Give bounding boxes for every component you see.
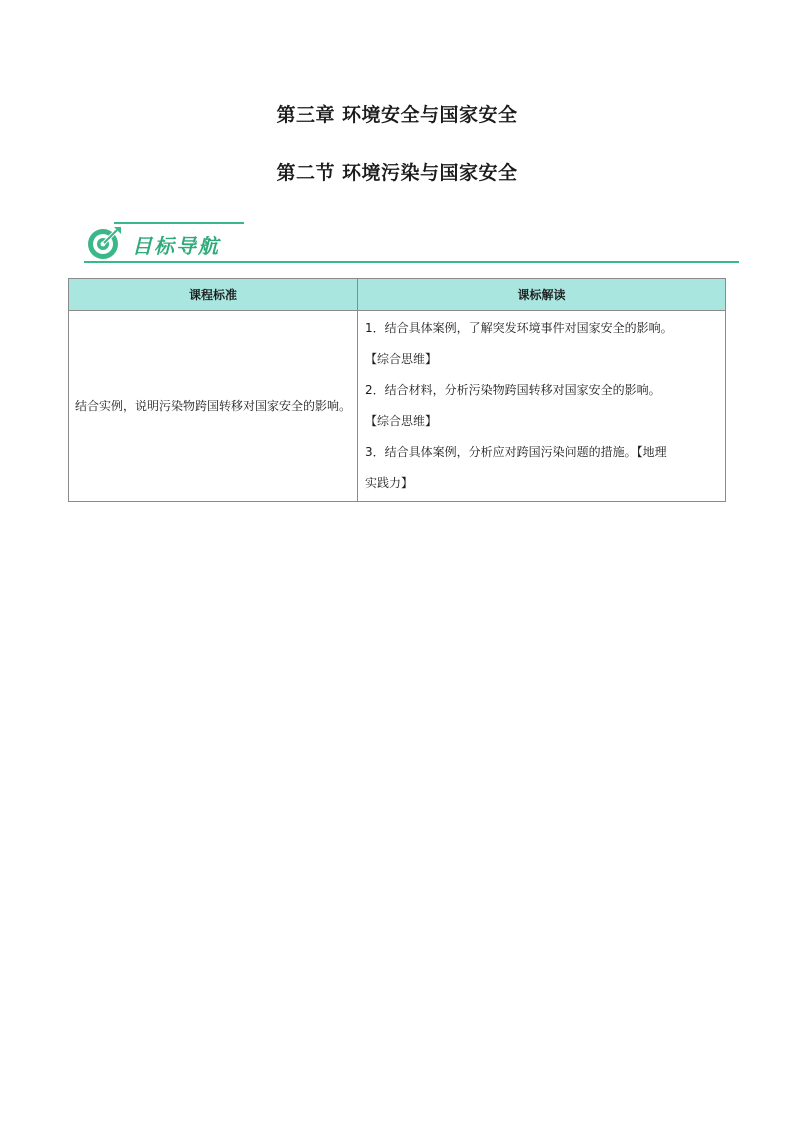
interpretation-line: 【综合思维】 <box>365 352 438 366</box>
header-standard-interpretation: 课标解读 <box>358 279 726 311</box>
interpretation-cell <box>358 311 726 502</box>
interpretation-line: 【综合思维】 <box>365 414 438 428</box>
goal-navigation-banner <box>84 222 739 266</box>
header-curriculum-standard: 课程标准 <box>69 279 358 311</box>
section-title: 第二节 环境污染与国家安全 <box>276 162 518 184</box>
table-header-row <box>69 279 726 311</box>
banner-label: 目标导航 <box>132 234 220 258</box>
interpretation-line: 实践力】 <box>365 476 414 490</box>
table-row <box>69 311 726 502</box>
interpretation-line: 2．结合材料，分析污染物跨国转移对国家安全的影响。 <box>365 383 661 397</box>
target-icon <box>86 224 124 262</box>
curriculum-table <box>68 278 726 502</box>
interpretation-line: 1．结合具体案例，了解突发环境事件对国家安全的影响。 <box>365 321 673 335</box>
interpretation-line: 3．结合具体案例，分析应对跨国污染问题的措施。【地理 <box>365 445 667 459</box>
banner-divider <box>84 261 739 263</box>
curriculum-standard-cell: 结合实例，说明污染物跨国转移对国家安全的影响。 <box>69 311 358 502</box>
chapter-title: 第三章 环境安全与国家安全 <box>276 104 518 126</box>
banner-top-line <box>114 222 244 224</box>
